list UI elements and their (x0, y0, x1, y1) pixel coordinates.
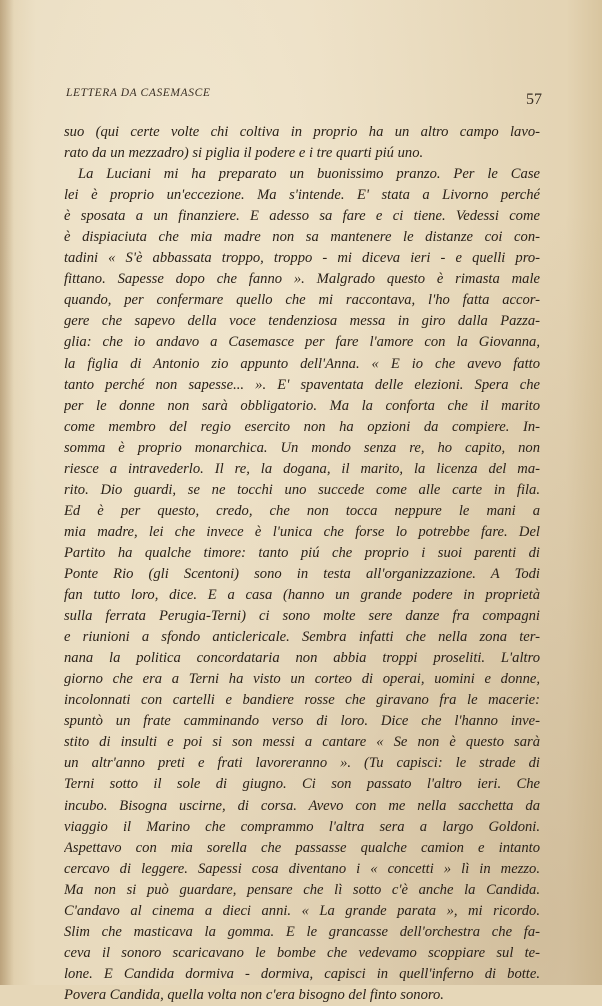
text-line: Ponte Rio (gli Scentoni) sono in testa all'organizzazione. A Todi (64, 565, 540, 582)
text-line: sulla ferrata Perugia-Terni) ci sono molte sere danze fra compagni (64, 608, 540, 625)
text-line: Slim che masticava la gomma. E le grancasse dell'orchestra che fa- (64, 923, 540, 940)
text-line: Ma non si può guardare, pensare che lì sotto c'è anche la Candida. (64, 881, 540, 898)
text-line: lei è proprio un'eccezione. Ma s'intende. E' stata a Livorno perché (64, 187, 540, 204)
text-line: viaggio il Marino che comprammo l'altra sera a largo Goldoni. (64, 818, 540, 835)
text-line: Aspettavo con mia sorella che passasse qualche camion e intanto (64, 839, 540, 856)
text-line: ceva il sonoro scaricavano le bombe che vedevamo scoppiare sul te- (64, 944, 540, 961)
page-gutter-shadow (0, 0, 14, 985)
text-line: giorno che era a Terni ha visto un corteo di operai, uomini e donne, (64, 671, 540, 688)
text-line: mia madre, lei che invece è l'unica che forse lo potrebbe fare. Del (64, 523, 540, 540)
running-head: LETTERA DA CASEMASCE (66, 87, 211, 99)
text-line: per le donne non sarà obbligatorio. Ma la conforta che il marito (64, 397, 540, 414)
text-line: tanto perché non sapesse... ». E' spaventata delle elezioni. Spera che (64, 376, 540, 393)
text-line: spuntò un frate camminando verso di loro. Dice che l'hanno inve- (64, 713, 540, 730)
text-line: lone. E Candida dormiva - dormiva, capisci in quell'inferno di botte. (64, 965, 540, 982)
text-line: quando, per confermare quello che mi raccontava, l'ho fatta accor- (64, 292, 540, 309)
text-line: incubo. Bisogna uscirne, di corsa. Avevo con me nella sacchetta da (64, 797, 540, 814)
text-line: gere che sapevo della voce tendenziosa messa in giro dalla Pazza- (64, 313, 540, 330)
text-line: glia: che io andavo a Casemasce per fare l'amore con la Giovanna, (64, 334, 540, 351)
text-line: tadini « S'è abbassata troppo, troppo - mi diceva ieri - e quelli pro- (64, 250, 540, 267)
text-line: come membro del regio esercito non ha opzioni da compiere. In- (64, 418, 540, 435)
text-line: suo (qui certe volte chi coltiva in proprio ha un altro campo lavo- (64, 124, 540, 140)
text-line: e riunioni a sfondo anticlericale. Sembra infatti che nella zona ter- (64, 629, 540, 646)
text-line: Ed è per questo, credo, che non tocca neppure le mani a (64, 502, 540, 519)
text-line: stito di insulti e poi si son messi a cantare « Se non è questo sarà (64, 734, 540, 751)
text-line: somma è proprio monarchica. Un mondo senza re, ho capito, non (64, 439, 540, 456)
text-line: cercavo di leggere. Sapessi cosa diventano i « concetti » lì in mezzo. (64, 860, 540, 877)
text-line: è sposata a un finanziere. E adesso sa fare e ci tiene. Vedessi come (64, 208, 540, 225)
text-line: La Luciani mi ha preparato un buonissimo pranzo. Per le Case (78, 166, 540, 183)
text-line: fittano. Sapesse dopo che fanno ». Malgrado questo è rimasta male (64, 271, 540, 288)
text-line: nana la politica concordataria non abbia troppi proseliti. L'altro (64, 650, 540, 667)
text-line: è dispiaciuta che mia madre non sa mantenere le distanze coi con- (64, 229, 540, 246)
text-line: un altr'anno preti e frati lavoreranno ». (Tu capisci: le strade di (64, 755, 540, 772)
text-line: la figlia di Antonio zio appunto dell'Anna. « E io che avevo fatto (64, 355, 540, 372)
text-line: Terni sotto il sole di giugno. Ci son passato l'altro ieri. Che (64, 776, 540, 793)
text-line: Partito ha qualche timore: tanto piú che proprio i suoi parenti di (64, 544, 540, 561)
text-line: Povera Candida, quella volta non c'era bisogno del finto sonoro. (64, 986, 444, 1003)
text-line: riesce a intravederlo. Il re, la dogana, il marito, la licenza del ma- (64, 460, 540, 477)
text-line: C'andavo al cinema a dieci anni. « La grande parata », mi ricordo. (64, 902, 540, 919)
text-line: rato da un mezzadro) si piglia il podere e i tre quarti piú uno. (64, 145, 424, 162)
text-line: fan tutto loro, dice. E a casa (hanno un grande podere in proprietà (64, 587, 540, 604)
text-line: incolonnati con cartelli e bandiere rosse che giravano fra le macerie: (64, 692, 540, 709)
page-number: 57 (526, 91, 542, 108)
text-line: rito. Dio guardi, se ne tocchi uno succede come alle carte in fila. (64, 481, 540, 498)
body-text (64, 122, 540, 1006)
